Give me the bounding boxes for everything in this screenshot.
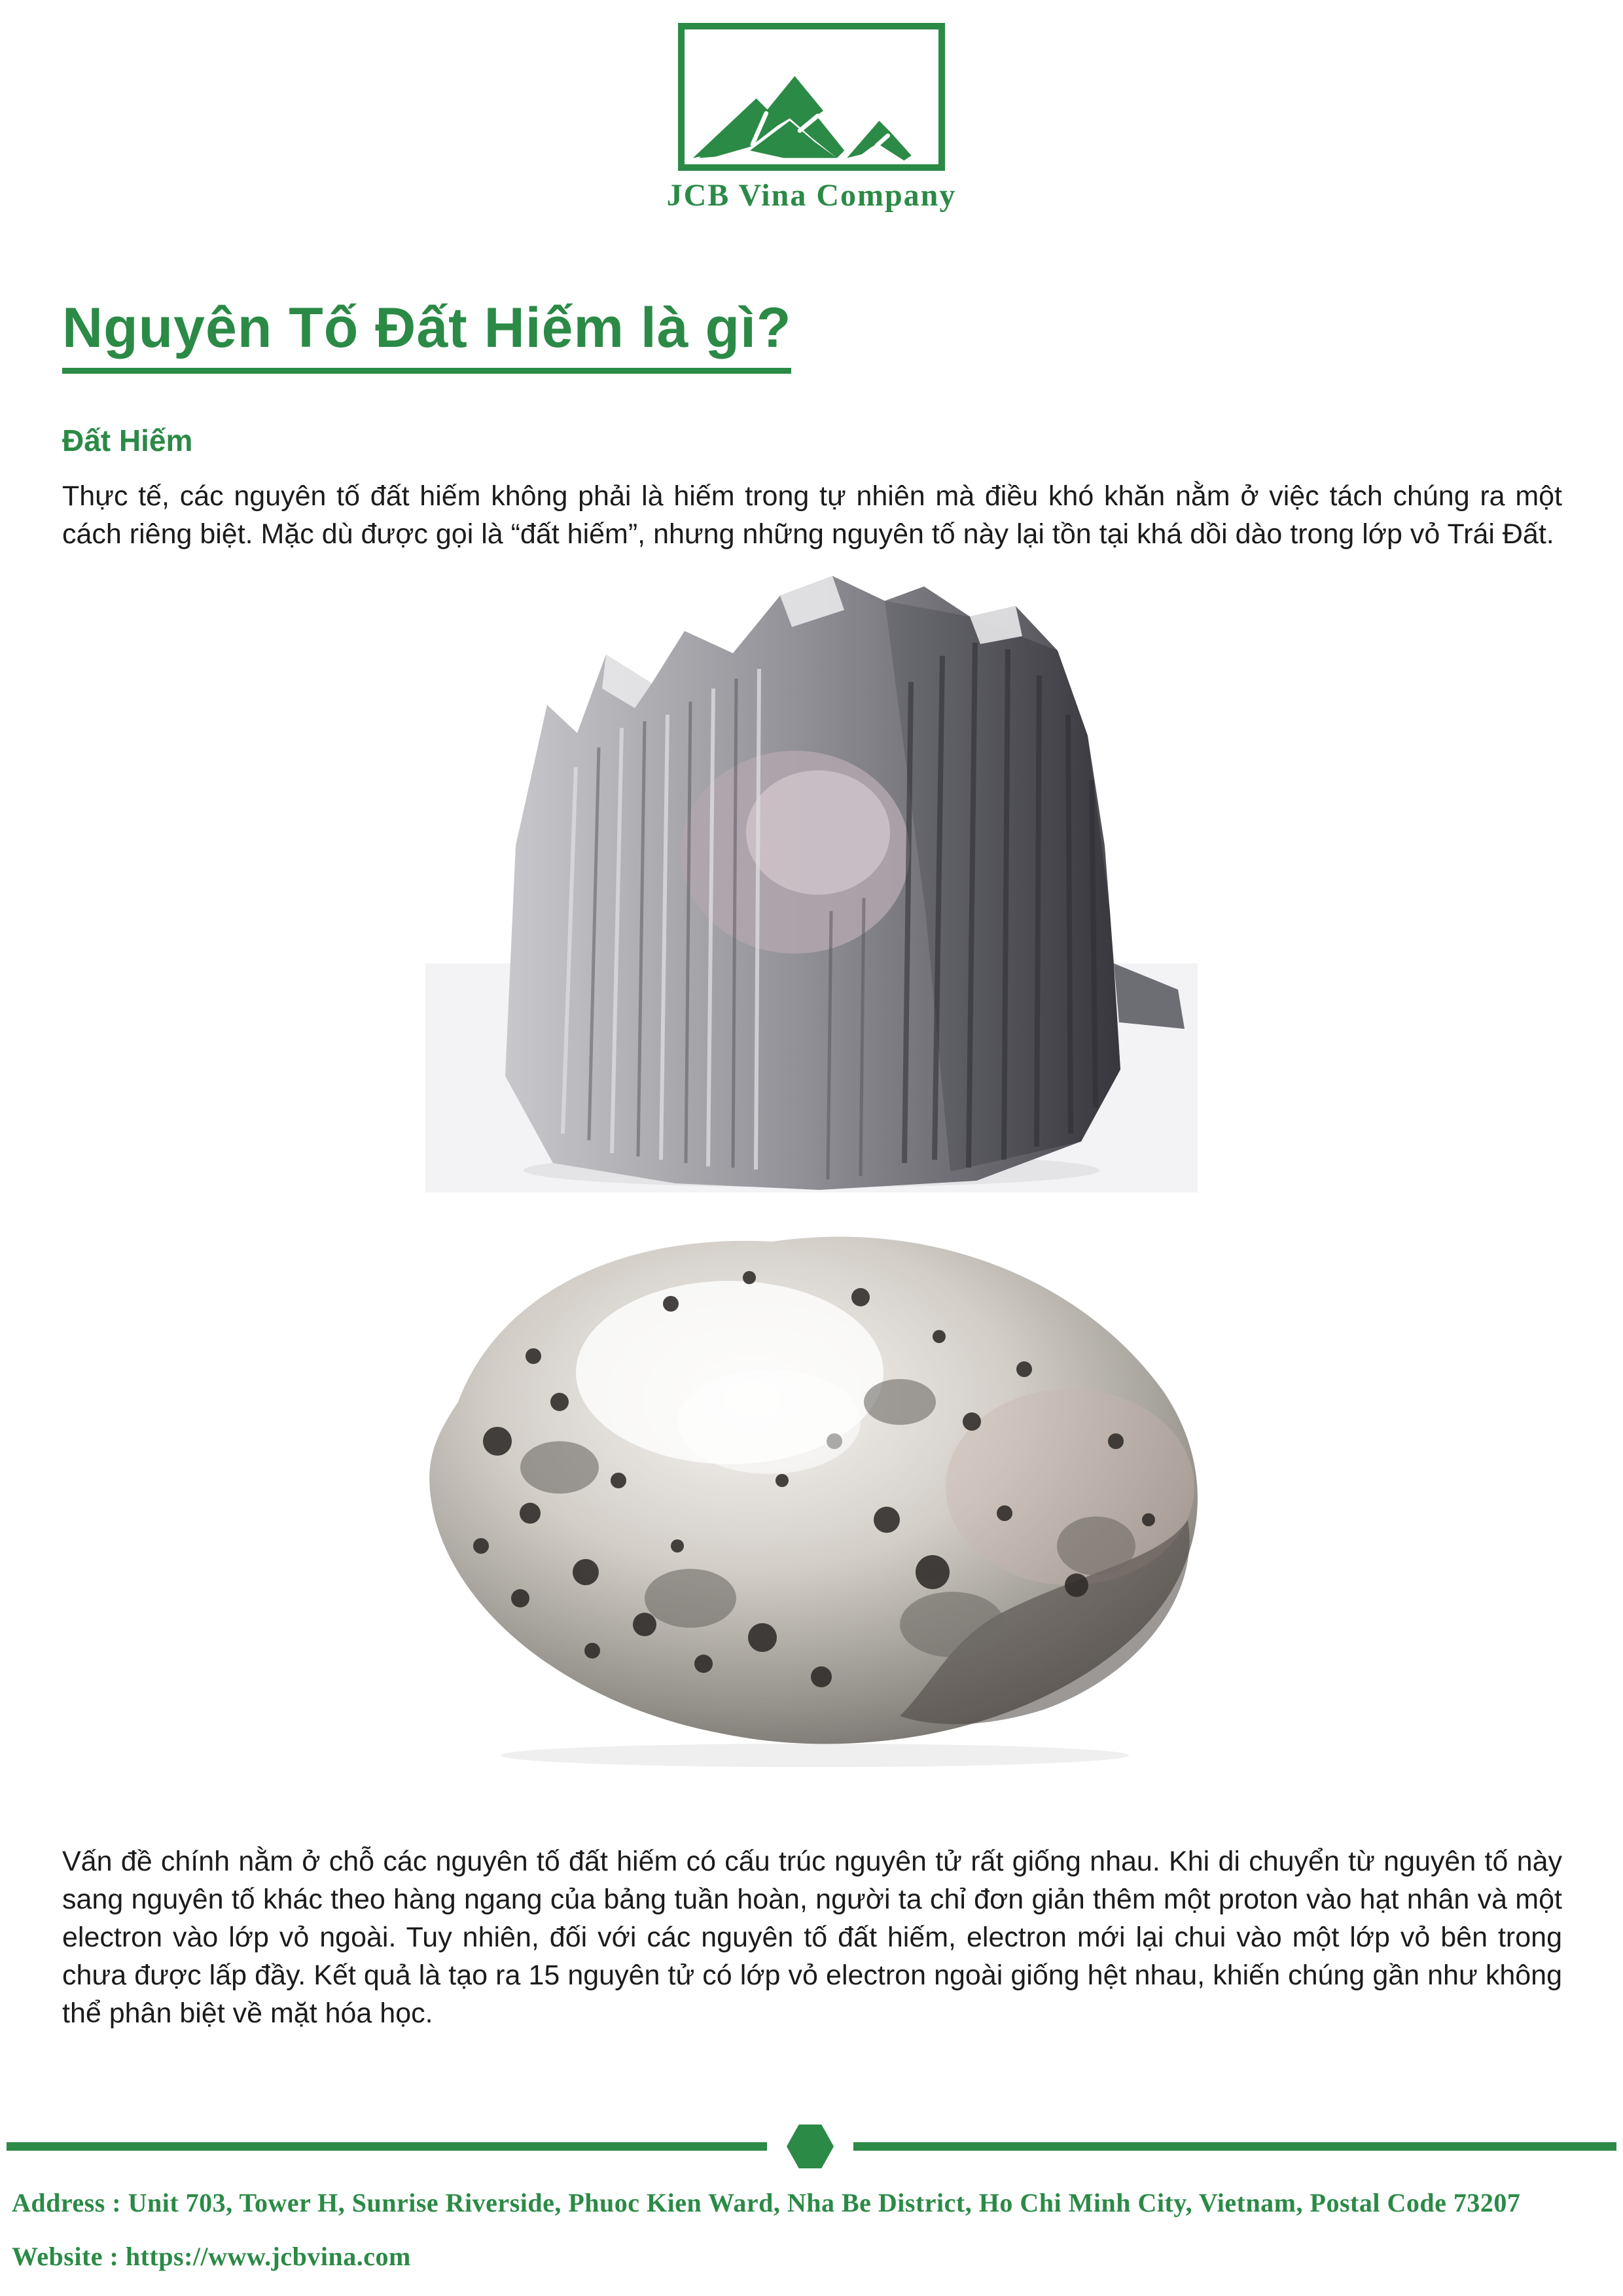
- footer-divider-left: [7, 2142, 767, 2151]
- page-title: Nguyên Tố Đất Hiếm là gì?: [62, 297, 791, 374]
- section-heading: Đất Hiếm: [62, 423, 193, 458]
- rare-earth-metal-chunk-photo: [425, 571, 1198, 1193]
- paragraph-intro: Thực tế, các nguyên tố đất hiếm không phải là hiếm trong tự nhiên mà điều khó khăn nằm ở việc tách chúng ra một cách riêng biệt. Mặc dù được gọi là “đất hiếm”, nhưng những nguyên tố này lại tồn tại khá dồi dào trong lớp vỏ Trái Đất.: [62, 480, 1562, 550]
- company-name: JCB Vina Company: [666, 178, 957, 213]
- company-logo: [628, 23, 995, 213]
- rare-earth-metal-nugget-photo: [363, 1206, 1260, 1768]
- paragraph-explanation: Vấn đề chính nằm ở chỗ các nguyên tố đất hiếm có cấu trúc nguyên tử rất giống nhau. Khi di chuyển từ nguyên tố này sang nguyên tố khác theo hàng ngang của bảng tuần hoàn, người ta chỉ đơn giản thêm một proton vào hạt nhân và một electron vào lớp vỏ ngoài. Tuy nhiên, đối với các nguyên tố đất hiếm, electron mới lại chui vào một lớp vỏ bên trong chưa được lấp đầy. Kết quả là tạo ra 15 nguyên tử có lớp vỏ electron ngoài giống hệt nhau, khiến chúng gần như không thể phân biệt về mặt hóa học.: [62, 1846, 1562, 2029]
- hexagon-icon: [787, 2125, 834, 2168]
- mountains-icon: [690, 52, 933, 164]
- footer-address: Address : Unit 703, Tower H, Sunrise Riverside, Phuoc Kien Ward, Nha Be District, Ho Chi Minh City, Vietnam, Postal Code 73207: [12, 2188, 1521, 2217]
- logo-frame: [678, 23, 945, 171]
- footer-website-link[interactable]: Website : https://www.jcbvina.com: [12, 2242, 411, 2271]
- footer-divider-right: [853, 2142, 1616, 2151]
